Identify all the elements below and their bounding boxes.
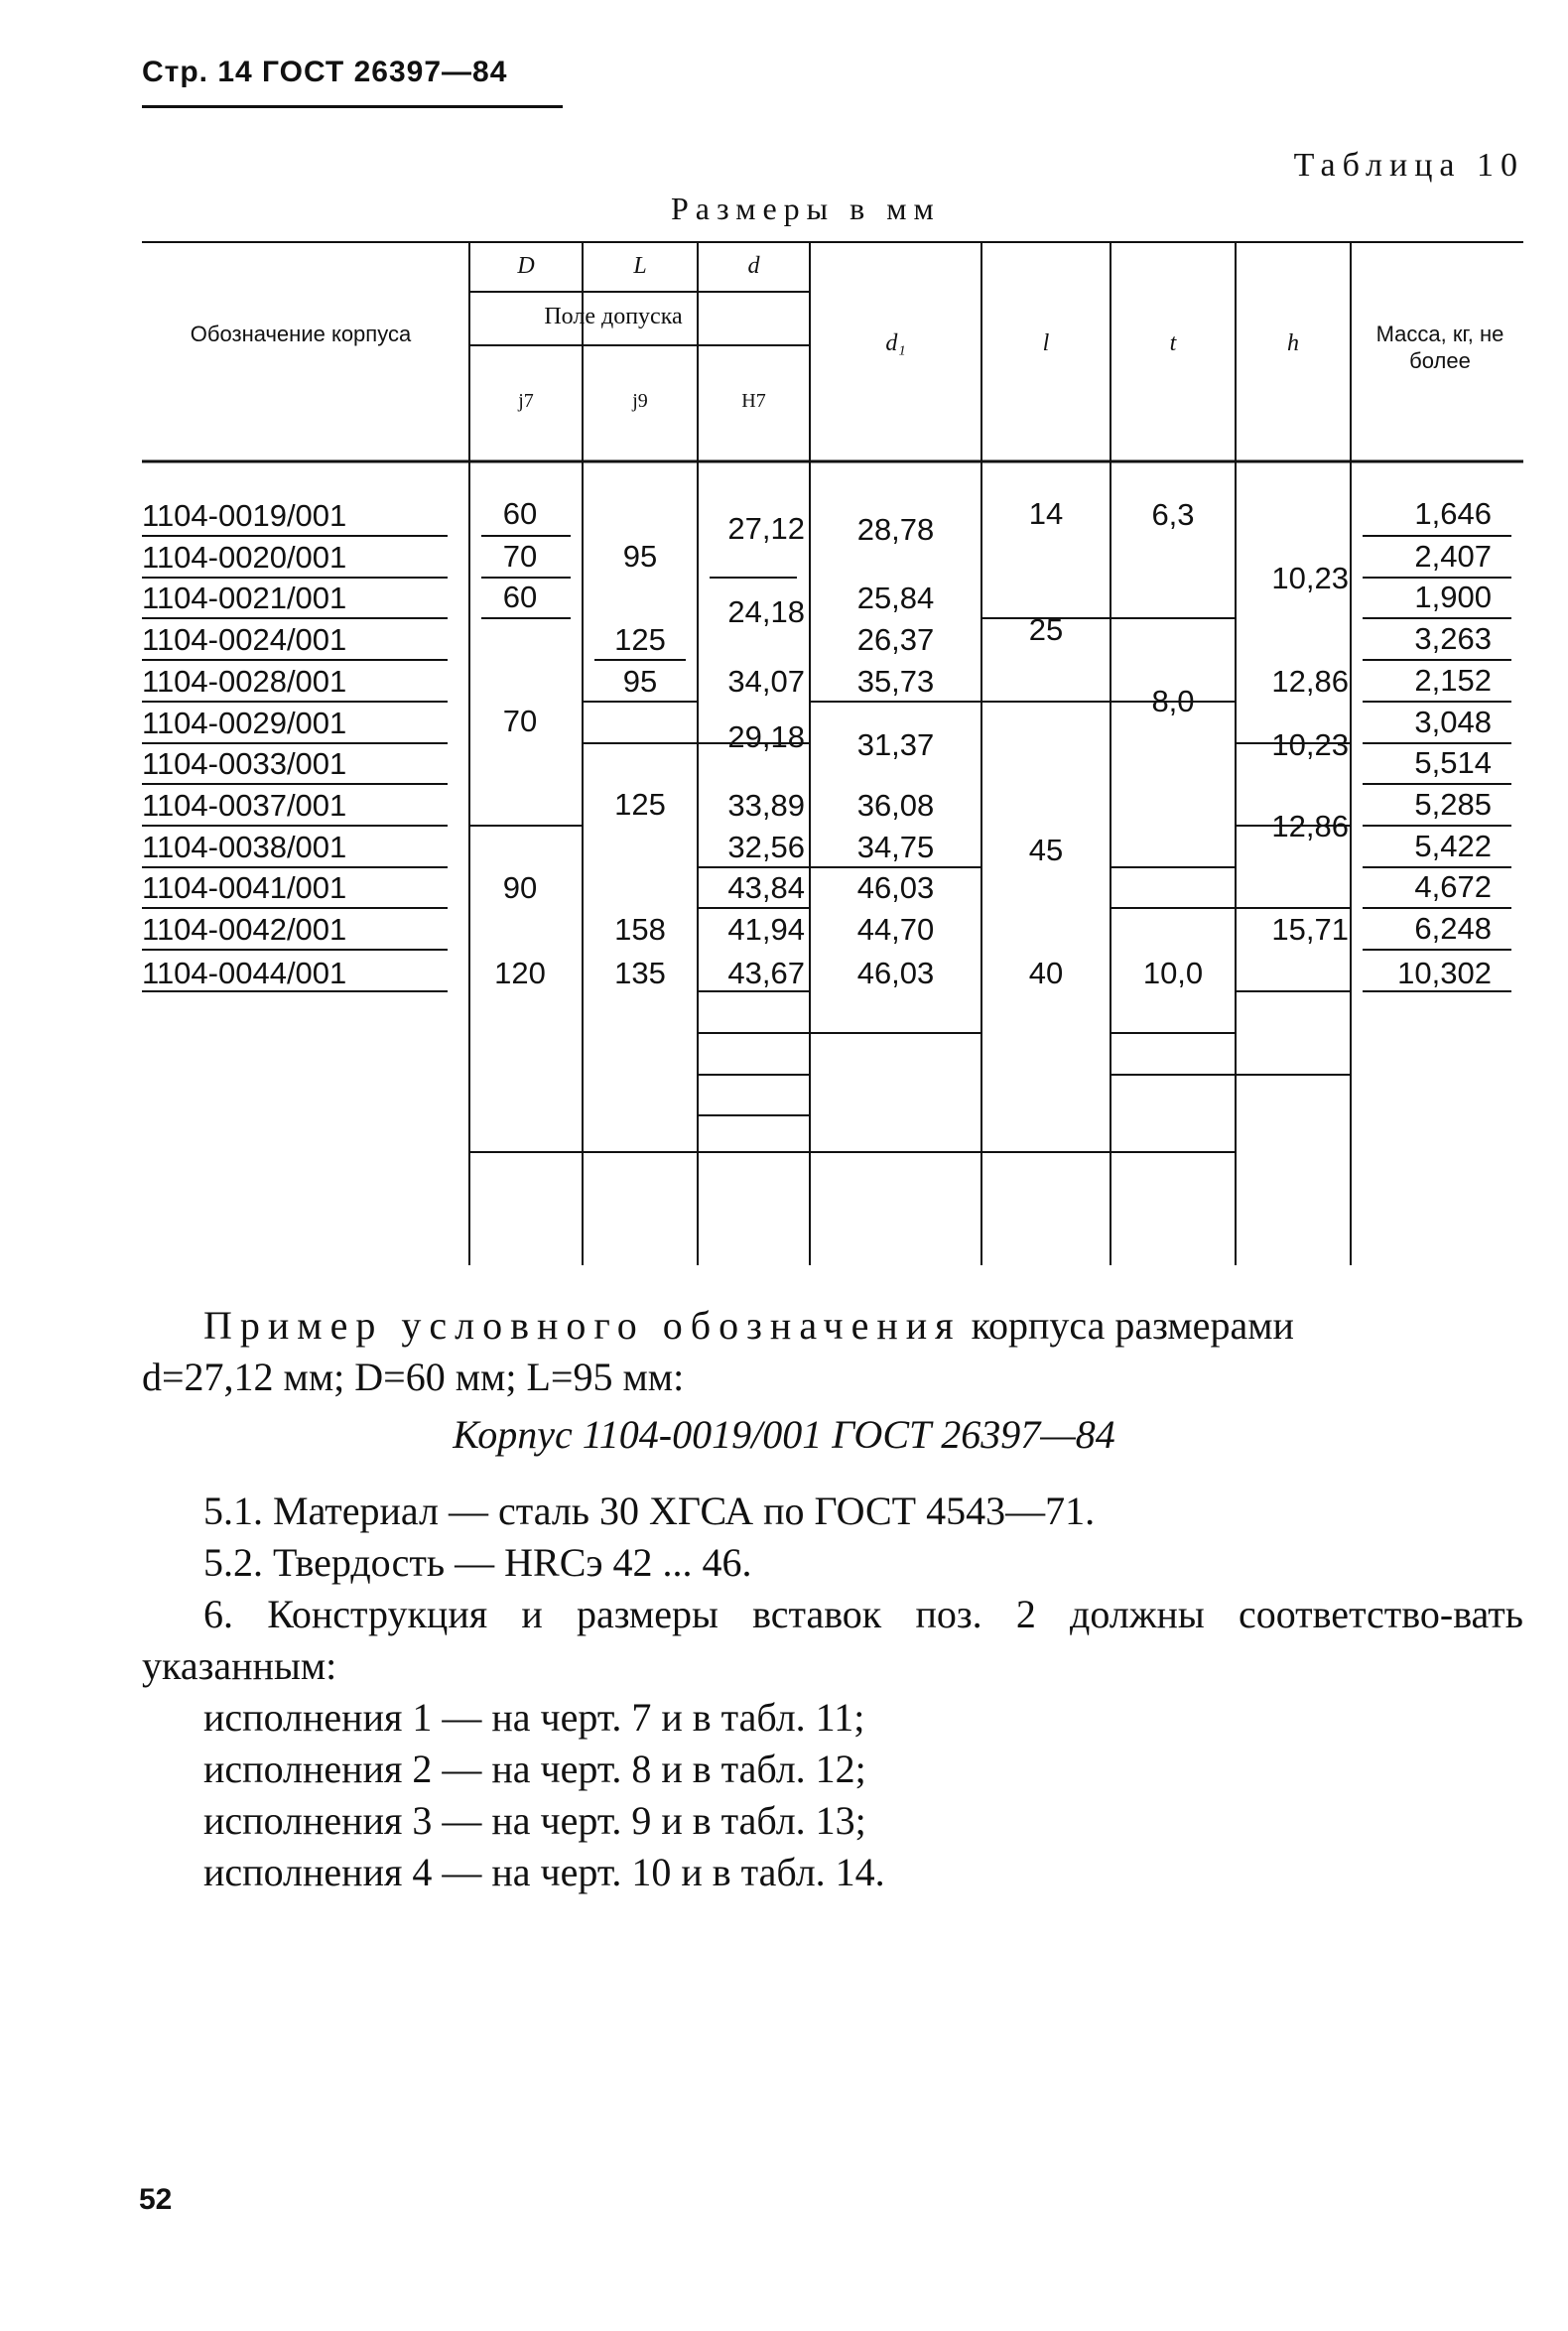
- header-tol-D: j7: [518, 390, 534, 412]
- mass-cell: 5,422: [1414, 829, 1492, 863]
- designation-cell: 1104-0037/001: [142, 788, 347, 823]
- mass-cell: 3,263: [1414, 621, 1492, 656]
- mass-cell: 1,646: [1414, 496, 1492, 531]
- d1-cell: 34,75: [856, 830, 935, 864]
- designation-cell: 1104-0028/001: [142, 664, 347, 699]
- L-cell: 135: [614, 956, 666, 990]
- d-cell: 43,84: [727, 870, 805, 905]
- example-lead: Пример условного обозначения: [203, 1303, 962, 1348]
- header-tol-L: j9: [632, 390, 648, 412]
- list-item: исполнения 3 — на черт. 9 и в табл. 13;: [203, 1798, 866, 1843]
- L-cell: 158: [614, 912, 666, 947]
- d1-cell: 44,70: [856, 912, 935, 947]
- L-cell: 125: [614, 787, 666, 822]
- designation-example: Корпус 1104-0019/001 ГОСТ 26397—84: [453, 1412, 1115, 1457]
- D-cell: 70: [502, 704, 538, 738]
- designation-cell: 1104-0044/001: [142, 956, 347, 990]
- designation-cell: 1104-0024/001: [142, 622, 347, 657]
- list-item: исполнения 2 — на черт. 8 и в табл. 12;: [203, 1747, 866, 1791]
- header-L: L: [633, 253, 647, 279]
- l-cell: 40: [1028, 956, 1064, 990]
- mass-cell: 10,302: [1397, 956, 1492, 990]
- D-cell: 70: [502, 539, 538, 574]
- l-cell: 45: [1028, 833, 1064, 867]
- d1-cell: 31,37: [856, 727, 935, 762]
- D-cell: 60: [502, 496, 538, 531]
- page-number: 52: [139, 2183, 173, 2216]
- d-cell: 43,67: [727, 956, 805, 990]
- designation-example-intro: [142, 1300, 1523, 1403]
- designation-cell: 1104-0019/001: [142, 498, 347, 533]
- h-cell: 12,86: [1271, 664, 1349, 699]
- d1-cell: 46,03: [856, 956, 935, 990]
- d1-cell: 35,73: [856, 664, 935, 699]
- running-head-rule: [142, 105, 563, 108]
- d-cell: 24,18: [727, 594, 805, 629]
- list-item: исполнения 4 — на черт. 10 и в табл. 14.: [203, 1850, 885, 1894]
- mass-cell: 5,285: [1414, 787, 1492, 822]
- l-cell: 14: [1028, 496, 1064, 531]
- mass-cell: 2,152: [1414, 663, 1492, 698]
- paragraph-6: 6. Конструкция и размеры вставок поз. 2 должны соответство-вать указанным:: [142, 1592, 1523, 1688]
- t-cell: 6,3: [1151, 497, 1195, 532]
- header-tolerance: Поле допуска: [544, 304, 683, 329]
- dimensions-table: [142, 241, 1523, 1265]
- L-cell: 125: [614, 622, 666, 657]
- d1-cell: 28,78: [856, 512, 935, 547]
- t-cell: 10,0: [1142, 956, 1204, 990]
- D-cell: 90: [502, 870, 538, 905]
- mass-cell: 3,048: [1414, 705, 1492, 739]
- d1-cell: 36,08: [856, 788, 935, 823]
- header-mass: Масса, кг, не более: [1375, 322, 1504, 373]
- example-rest: корпуса размерами: [961, 1303, 1294, 1348]
- designation-cell: 1104-0029/001: [142, 706, 347, 740]
- header-t: t: [1169, 330, 1177, 356]
- L-cell: 95: [622, 539, 658, 574]
- designation-cell: 1104-0033/001: [142, 746, 347, 781]
- h-cell: 12,86: [1271, 809, 1349, 843]
- d1-cell: 26,37: [856, 622, 935, 657]
- d-cell: 32,56: [727, 830, 805, 864]
- designation-cell: 1104-0038/001: [142, 830, 347, 864]
- table-label: Таблица 10: [1293, 147, 1524, 184]
- mass-cell: 5,514: [1414, 745, 1492, 780]
- designation-cell: 1104-0042/001: [142, 912, 347, 947]
- D-cell: 60: [502, 580, 538, 614]
- mass-cell: 4,672: [1414, 869, 1492, 904]
- h-cell: 10,23: [1271, 561, 1349, 595]
- D-cell: 120: [494, 956, 546, 990]
- d-cell: 33,89: [727, 788, 805, 823]
- d-cell: 27,12: [727, 511, 805, 546]
- list-item: исполнения 1 — на черт. 7 и в табл. 11;: [203, 1695, 865, 1740]
- header-d1: d₁: [885, 330, 906, 356]
- h-cell: 15,71: [1271, 912, 1349, 947]
- example-dimensions: d=27,12 мм; D=60 мм; L=95 мм:: [142, 1355, 685, 1399]
- designation-cell: 1104-0020/001: [142, 540, 347, 575]
- header-l: l: [1042, 330, 1050, 356]
- L-cell: 95: [622, 664, 658, 699]
- d1-cell: 25,84: [856, 581, 935, 615]
- d-cell: 41,94: [727, 912, 805, 947]
- mass-cell: 2,407: [1414, 539, 1492, 574]
- mass-cell: 1,900: [1414, 580, 1492, 614]
- d-cell: 29,18: [727, 719, 805, 754]
- h-cell: 10,23: [1271, 727, 1349, 762]
- running-head: Стр. 14 ГОСТ 26397—84: [142, 56, 508, 88]
- table-caption: Размеры в мм: [671, 191, 941, 226]
- header-h: h: [1287, 330, 1299, 356]
- d-cell: 34,07: [727, 664, 805, 699]
- paragraph-5-2: 5.2. Твердость — HRCэ 42 ... 46.: [203, 1540, 752, 1585]
- l-cell: 25: [1028, 612, 1064, 647]
- header-D: D: [517, 253, 535, 279]
- designation-cell: 1104-0041/001: [142, 870, 347, 905]
- mass-cell: 6,248: [1414, 911, 1492, 946]
- header-tol-d: H7: [741, 390, 766, 412]
- t-cell: 8,0: [1151, 684, 1195, 718]
- header-d: d: [747, 253, 760, 279]
- paragraph-5-1: 5.1. Материал — сталь 30 ХГСА по ГОСТ 4543—71.: [203, 1489, 1096, 1533]
- designation-cell: 1104-0021/001: [142, 581, 347, 615]
- header-designation: Обозначение корпуса: [190, 322, 412, 346]
- d1-cell: 46,03: [856, 870, 935, 905]
